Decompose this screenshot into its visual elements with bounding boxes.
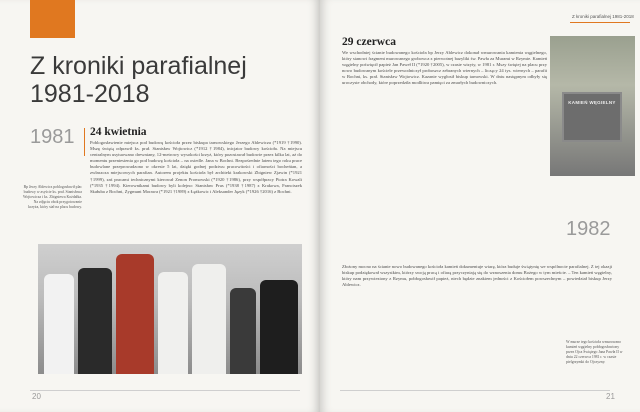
body-text-right-upper: We wschodniej ścianie budowanego kościoła bp Jerzy Ablewicz dokonał wmurowania kamienia węgielnego, który stanowi fragment murowanego grobowca z pierwotnej bazyliki św. Pawła za Murami w Rzymie. Kamień węgielny poświęcił papież Jan Paweł II (*1920 †2005), w czasie wizyty, w 1981 r. Mszy świętej na placu przy nowo budowanym kościele przewodniczył proboszcz zebranych wiernych – liczący 24 tys. wiernych – parafii w Bochni, ks. prał. Stanisław Wojtowicz. Kazanie wygłosił biskup tarnowski. W dniu następnym odbyły się uroczyste obchody, które poprzedziła modlitwa pamięci za zmarłych budowniczych. bbox=[342, 50, 547, 86]
page-title bbox=[30, 52, 300, 108]
year-label-left: 1981 bbox=[30, 126, 75, 148]
footer-rule-right bbox=[340, 390, 610, 391]
title-line-2: 1981-2018 bbox=[30, 80, 150, 108]
running-head: Z kroniki parafialnej 1981-2018 bbox=[572, 14, 634, 19]
date-heading-right: 29 czerwca bbox=[342, 36, 396, 48]
year-label-right: 1982 bbox=[566, 218, 611, 240]
date-heading-left: 24 kwietnia bbox=[90, 126, 147, 138]
photo-caption-left: Bp Jerzy Ablewicz poblogosławił plac budowy w asyście ks. prał. Stanisława Wojtowicza i ks. Zbigniewa Kożdałka. Na zdjęciu obok przygotowanie krzyża, który stał na placu budowy. bbox=[23, 185, 82, 209]
ceremony-photo bbox=[38, 244, 302, 374]
body-text-left: Poblogosławienie miejsca pod budowę kościoła przez biskupa tarnowskiego Jerzego Ablewicza (*1919 †1990). Mszę świętą odprawił ks. prał. Stanisław Wojtowicz (*1912 †1984), inicjator budowy kościoła. Na miejscu centralnym usytuowano drewniany, 12-metrowy wysokości krzyż, który pozostawał budowie przez kilka lat, aż do momentu przeniesienia go pod budowę kościoła – na osiedle. Jana w Bochni. Bezpośrednie latem tego roku prace budowlane przeprowadzono w okresie 5 lat, dzięki godnej podziwu pracowitości i ofiarności bocheńian, a zwłaszcza miejscowych parafian. Autorem projektu kościoła był architekt krakowski Zbigniew Zjawin (*1921 †1999), zaś pracami technicznymi kierował Zenon Promowski (*1920 †1986), przy współpracy Piotra Kowali (*1935 †1994). Kierownikami budowy byli kolejno: Stanisław Prus (*1938 †1987) z Krakowa, Franciszek Skałuba z Bochni, Zygmunt Morawa (*1921 †1989) z Łężkowic i Aleksander Język (*1926 †2016) z Bochni. bbox=[90, 140, 302, 194]
year-divider bbox=[84, 128, 85, 156]
footer-rule-left bbox=[30, 390, 300, 391]
page-number-left: 20 bbox=[32, 392, 41, 401]
cornerstone-photo bbox=[550, 36, 635, 176]
photo-caption-right: W murze tego kościoła wmurowano kamień węgielny pobłogosławiony przez Ojca Świętego Jana Pawła II w dniu 22 czerwca 1981 r. w czasie pielgrzymki do Ojczyzny. bbox=[566, 340, 623, 364]
title-line-1: Z kroniki parafialnej bbox=[30, 52, 247, 80]
plaque-inscription: KAMIEŃ WĘGIELNY bbox=[568, 100, 616, 105]
page-number-right: 21 bbox=[606, 392, 615, 401]
body-text-right-lower: Złożony mocno na ścianie nowo budowanego kościoła kamień dokumentuje wiarę, która buduje świątynię we wspólnocie parafialnej. Z tej okazji biskup podziękował wszystkim, którzy swoją pracą i ofiarą przyczyniają się do wznoszenia domu Bożego w tym mieście. – Ten kamień węgielny, który nam przywieziony z Rzymu, pobłogosławił papież, niech będzie znakiem jedności z Kościołem powszechnym – powiedział biskup Jerzy Ablewicz. bbox=[342, 264, 612, 288]
orange-accent-block bbox=[30, 0, 75, 38]
running-head-rule bbox=[570, 22, 630, 23]
